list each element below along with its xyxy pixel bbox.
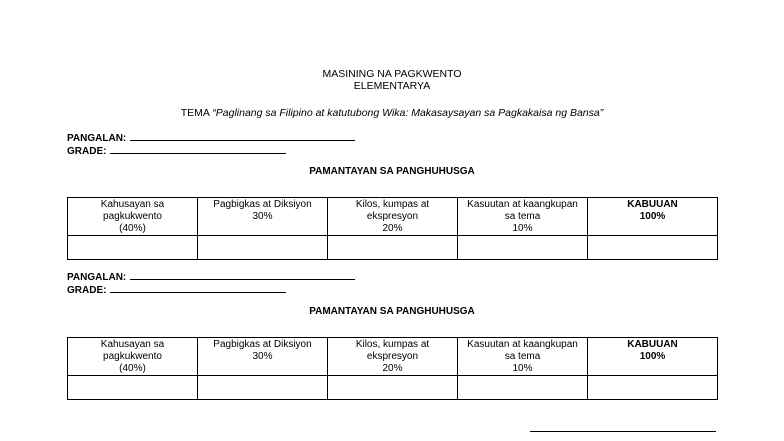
signature-line[interactable] xyxy=(530,427,716,432)
total-cell: KABUUAN 100% xyxy=(588,338,718,376)
criteria-heading-1: PAMANTAYAN SA PANGHUHUSGA xyxy=(309,166,475,177)
name-blank-line[interactable] xyxy=(130,270,355,280)
title-line-1: MASINING NA PAGKWENTO xyxy=(322,68,462,80)
document-title xyxy=(0,68,784,92)
score-cell[interactable] xyxy=(68,236,198,260)
score-cell[interactable] xyxy=(458,236,588,260)
criteria-table-1 xyxy=(67,197,718,260)
grade-label: GRADE: xyxy=(67,146,107,157)
table-header-row xyxy=(68,338,718,376)
criterion-cell: Pagbigkas at Diksiyon 30% xyxy=(198,338,328,376)
score-cell[interactable] xyxy=(328,376,458,400)
grade-field-2 xyxy=(67,283,286,297)
criterion-cell: Kahusayan sa pagkukwento (40%) xyxy=(68,338,198,376)
tema-label: TEMA xyxy=(180,107,210,119)
grade-blank-line[interactable] xyxy=(110,283,286,293)
criterion-cell: Kahusayan sa pagkukwento (40%) xyxy=(68,198,198,236)
name-label: PANGALAN: xyxy=(67,133,127,144)
total-cell: KABUUAN 100% xyxy=(588,198,718,236)
tema-text: “Paglinang sa Filipino at katutubong Wika: Makasaysayan sa Pagkakaisa ng Bansa” xyxy=(212,107,604,119)
title-line-2: ELEMENTARYA xyxy=(353,80,431,92)
grade-label: GRADE: xyxy=(67,285,107,296)
score-row xyxy=(68,236,718,260)
score-row xyxy=(68,376,718,400)
criterion-cell: Kasuutan at kaangkupan sa tema 10% xyxy=(458,198,588,236)
score-cell[interactable] xyxy=(458,376,588,400)
criteria-heading-2: PAMANTAYAN SA PANGHUHUSGA xyxy=(309,306,475,317)
score-cell[interactable] xyxy=(328,236,458,260)
score-cell[interactable] xyxy=(198,236,328,260)
grade-field-1 xyxy=(67,144,286,158)
criterion-cell: Kilos, kumpas at ekspresyon 20% xyxy=(328,338,458,376)
score-cell[interactable] xyxy=(588,236,718,260)
table-header-row xyxy=(68,198,718,236)
name-field-1 xyxy=(67,131,355,145)
criterion-cell: Pagbigkas at Diksiyon 30% xyxy=(198,198,328,236)
criteria-table-2 xyxy=(67,337,718,400)
name-label: PANGALAN: xyxy=(67,272,127,283)
criterion-cell: Kilos, kumpas at ekspresyon 20% xyxy=(328,198,458,236)
grade-blank-line[interactable] xyxy=(110,144,286,154)
criterion-cell: Kasuutan at kaangkupan sa tema 10% xyxy=(458,338,588,376)
name-field-2 xyxy=(67,270,355,284)
score-cell[interactable] xyxy=(198,376,328,400)
name-blank-line[interactable] xyxy=(130,131,355,141)
score-cell[interactable] xyxy=(588,376,718,400)
tema-line xyxy=(0,107,784,119)
score-cell[interactable] xyxy=(68,376,198,400)
